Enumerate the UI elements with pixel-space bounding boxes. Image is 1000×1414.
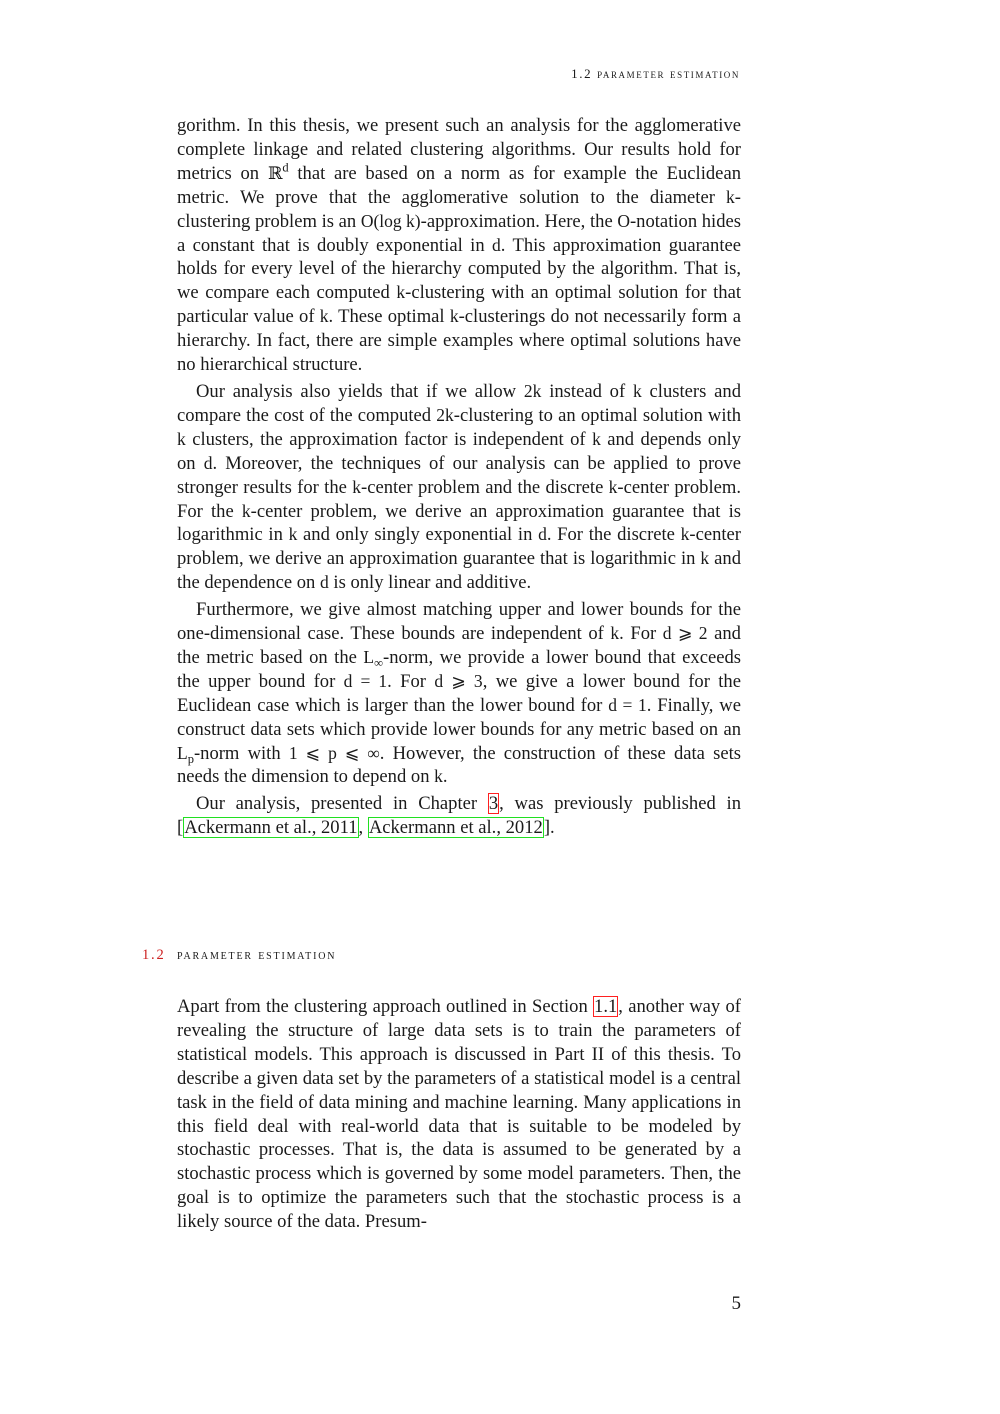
math-d: d bbox=[320, 572, 329, 593]
text-span: clusters, the approximation factor is independent of bbox=[185, 428, 593, 450]
text-span: -center problem, we derive an approximation guarantee that is logarithmic in bbox=[177, 524, 741, 570]
text-span: . This approximation guarantee holds for every level of the hierarchy computed by the algorithm. That is, we compare each computed bbox=[177, 234, 741, 304]
math-k: k bbox=[288, 524, 298, 545]
paragraph-3 bbox=[177, 598, 741, 789]
text-span: -clustering with an optimal solution for that particular value of bbox=[177, 282, 741, 328]
text-span: . For bbox=[619, 623, 663, 645]
separator: , bbox=[358, 817, 368, 839]
text-span: -approximation. Here, the bbox=[420, 210, 618, 232]
math-k: k bbox=[608, 476, 618, 497]
math-k: k bbox=[610, 623, 620, 644]
text-span: . For bbox=[387, 670, 435, 692]
text-span: , another way of revealing the structure of large data sets is to train the parameters of statistical models. This approach is discussed in Part II of this thesis. To describe a given data set by the parameters of a statistical model is a central task in the field of data mining and machine learning. Many applications in this field deal with real-world data that is suitable to be modeled by stochastic processes. That is, the data is assumed to be generated by a stochastic process which is governed by some model parameters. Then, the goal is to optimize the parameters such that the stochastic process is a likely source of the data. Presum- bbox=[177, 996, 741, 1233]
text-span: -norm with bbox=[193, 742, 289, 764]
math-k: k bbox=[700, 548, 710, 569]
text-span: -clusterings do not necessarily form a hierarchy. In fact, there are simple examples where optimal solutions have no hierarchical structure. bbox=[177, 306, 742, 376]
section-body-text bbox=[177, 995, 741, 1237]
math-k: k bbox=[241, 500, 251, 521]
text-span: , was previously published in bbox=[499, 793, 741, 815]
math-subscript-infinity: ∞ bbox=[374, 655, 384, 670]
text-span: that are based on a norm as for example the Euclidean metric. We prove that the agglomerative solution to the diameter bbox=[177, 162, 741, 208]
math-k: k bbox=[726, 186, 735, 207]
math-k: k bbox=[632, 380, 642, 401]
math-2k: 2k bbox=[436, 404, 454, 425]
paragraph-4 bbox=[177, 792, 741, 840]
text-span: . Finally, we construct data sets which provide lower bounds for any metric based on an bbox=[177, 694, 741, 740]
math-k: k bbox=[352, 476, 361, 497]
citation-link-2011[interactable]: Ackermann et al., 2011 bbox=[184, 817, 358, 839]
math-olog-k: O(log k) bbox=[360, 210, 421, 231]
math-d-eq-1: d = 1 bbox=[608, 694, 647, 715]
math-d: d bbox=[492, 234, 501, 255]
text-span: , we give a lower bound for the Euclidean case which is larger than the lower bound for bbox=[177, 670, 741, 716]
text-span: instead of bbox=[541, 380, 633, 402]
math-k: k bbox=[592, 428, 601, 449]
citation-link-2012[interactable]: Ackermann et al., 2012 bbox=[368, 817, 543, 839]
text-span: . Moreover, the techniques of our analysis can be applied to prove stronger results for the bbox=[177, 452, 741, 498]
text-span: -clustering problem is an bbox=[177, 186, 741, 232]
text-span: -center problem, we derive an approximation guarantee that is logarithmic in bbox=[177, 500, 742, 546]
math-k: k bbox=[434, 766, 443, 787]
text-span: . bbox=[550, 817, 555, 839]
paragraph-1 bbox=[177, 114, 741, 377]
math-d: d bbox=[538, 524, 547, 545]
section-ref-link[interactable]: 1.1 bbox=[594, 996, 618, 1017]
running-head: 1.2 parameter estimation bbox=[571, 66, 740, 81]
math-k: k bbox=[680, 524, 690, 545]
text-span: -center problem. For the bbox=[177, 476, 741, 522]
body-text-block bbox=[177, 114, 741, 843]
math-l-p: L bbox=[177, 742, 188, 763]
math-d-geq-3: d ⩾ 3 bbox=[434, 670, 483, 691]
text-span: and the metric based on the bbox=[177, 623, 741, 668]
text-span: Apart from the clustering approach outlined in Section bbox=[177, 996, 594, 1017]
section-title: parameter estimation bbox=[177, 947, 337, 963]
text-span: clusters and compare the cost of the computed bbox=[177, 380, 741, 426]
math-k: k bbox=[177, 428, 186, 449]
paragraph-5 bbox=[177, 995, 741, 1234]
text-span: Furthermore, we give almost matching upper and lower bounds for the one-dimensional case. These bounds are independent of bbox=[177, 599, 741, 645]
math-o: O bbox=[617, 210, 630, 231]
text-span: Our analysis also yields that if we allow bbox=[196, 380, 524, 402]
text-span: Our analysis, presented in Chapter bbox=[196, 793, 488, 815]
math-d: d bbox=[203, 452, 213, 473]
text-span: -notation hides a constant that is doubly exponential in bbox=[177, 210, 742, 256]
math-p-range: 1 ⩽ p ⩽ ∞ bbox=[288, 742, 380, 763]
text-span: . bbox=[442, 766, 448, 788]
text-span: -clustering to an optimal solution with bbox=[453, 404, 741, 426]
text-span: -norm, we provide a lower bound that exceeds the upper bound for bbox=[177, 646, 741, 692]
math-2k: 2k bbox=[523, 380, 542, 401]
text-span: is only linear and additive. bbox=[328, 572, 532, 594]
math-k: k bbox=[319, 306, 329, 327]
math-superscript-d: d bbox=[282, 160, 289, 175]
math-k: k bbox=[396, 282, 406, 303]
page-number: 5 bbox=[731, 1293, 741, 1314]
math-k: k bbox=[449, 306, 459, 327]
chapter-ref-link[interactable]: 3 bbox=[488, 793, 499, 815]
bracket: ] bbox=[543, 817, 551, 839]
text-span: . For the discrete bbox=[546, 524, 681, 546]
text-span: and depends only on bbox=[177, 428, 741, 474]
section-number: 1.2 bbox=[142, 947, 166, 963]
math-reals: ℝ bbox=[267, 162, 283, 183]
text-span: and only singly exponential in bbox=[297, 524, 539, 546]
math-d-geq-2: d ⩾ 2 bbox=[662, 623, 708, 644]
text-span: -center problem and the discrete bbox=[361, 476, 609, 498]
math-d-eq-1: d = 1 bbox=[343, 670, 388, 691]
text-span: . However, the construction of these data sets needs the dimension to depend on bbox=[177, 742, 741, 788]
text-span: and the dependence on bbox=[177, 548, 741, 594]
paragraph-2 bbox=[177, 380, 741, 595]
text-span: gorithm. In this thesis, we present such an analysis for the agglomerative complete linkage and related clustering algorithms. Our results hold for metrics on bbox=[177, 115, 741, 184]
section-heading bbox=[142, 947, 742, 964]
math-l-infinity: L bbox=[363, 646, 375, 667]
bracket: [ bbox=[177, 817, 184, 839]
text-span: . These optimal bbox=[328, 306, 450, 328]
math-subscript-p: p bbox=[187, 751, 194, 766]
